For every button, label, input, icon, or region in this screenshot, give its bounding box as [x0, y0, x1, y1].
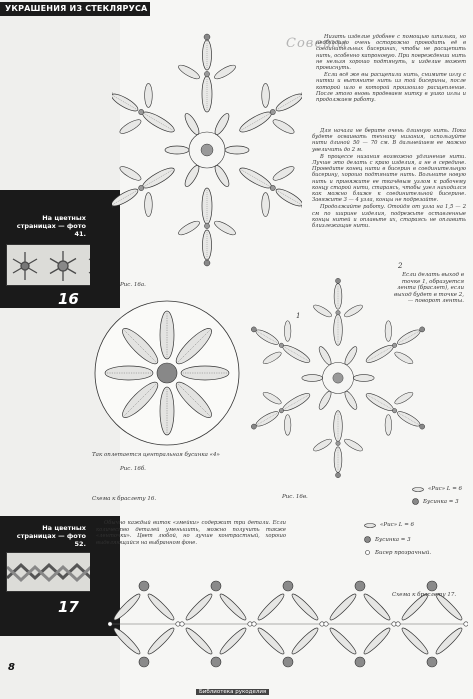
long-bead — [362, 626, 393, 657]
round-bead — [139, 657, 149, 667]
figure-16b-label: Рис. 16б. — [120, 466, 146, 472]
marker-1: 1 — [296, 312, 301, 320]
long-bead — [256, 626, 287, 657]
round-bead-icon — [364, 536, 371, 543]
tips-paragraph-5: Продолжайте работу. Отойдя от узла на 1,5 — 2 см по ширине изделия, подрежьте оставленные концы нитей и оплавьте их, стараясь не оплавить близлежащие нити. — [312, 204, 466, 230]
page-number: 8 — [8, 662, 15, 673]
long-bead — [290, 592, 321, 623]
long-bead — [400, 626, 431, 657]
scheme-17-caption: Схема к браслету 17. — [392, 592, 457, 598]
long-bead — [146, 626, 177, 657]
round-bead — [283, 581, 293, 591]
long-bead — [184, 592, 215, 623]
tips-paragraph-3: Для начала не берите очень длинную нить. Пока будете осваивать технику низания, используйте нити длиной 50 — 70 см. В дальнейшем ее можно увеличить до 2 м. — [312, 128, 466, 153]
long-bead — [112, 626, 143, 657]
bracelet17-text — [96, 520, 286, 547]
round-bead — [355, 657, 365, 667]
tips-text-top — [316, 34, 466, 104]
round-bead — [139, 581, 149, 591]
seed-bead — [108, 622, 112, 626]
seed-bead — [396, 622, 400, 626]
long-bead — [328, 592, 359, 623]
round-bead — [211, 657, 221, 667]
seed-bead-icon — [364, 549, 371, 556]
photo-number-16: 16 — [58, 290, 79, 308]
round-bead — [427, 581, 437, 591]
figure-16a-snowflake — [112, 20, 302, 290]
figure-16b-circle — [92, 298, 242, 448]
legend16-item-bead — [412, 498, 459, 505]
seed-bead — [180, 622, 184, 626]
figure-16v-label: Рис. 16в. — [282, 494, 308, 500]
legend17-label-seed: Бисер прозрачный. — [375, 549, 432, 556]
photo-number-17: 17 — [58, 598, 79, 616]
legend16-label-rice: «Рис» L = 6 — [428, 486, 463, 492]
round-bead — [427, 657, 437, 667]
round-bead — [283, 657, 293, 667]
tips-paragraph-1: Низать изделие удобнее с помощью шпильки, но необходимо очень осторожно проводить её в соединительных бисеринах, чтобы не расщепить нить, особенно капроновую. При повреждении нить не нельзя хорошо подтянуть, и изделие может провиснуть. — [316, 34, 466, 72]
seed-bead — [324, 622, 328, 626]
bracelet-17-scheme — [108, 572, 468, 677]
photo-caption-17: На цветных страницах — фото 52. — [16, 524, 86, 548]
legend17-item-rice — [364, 522, 414, 528]
section-header: УКРАШЕНИЯ ИЗ СТЕКЛЯРУСА — [0, 2, 150, 16]
tips-paragraph-2: Если всё же вы расщепили нить, снимите иглу с нитки и вытяните нить из той бисерины, после которой шло в которой произошло расщепление. После этого вновь продеваем нитку в ушко иглы и продолжаем работу. — [316, 72, 466, 104]
figure-16a-label: Рис. 16а. — [120, 282, 146, 288]
footer-text: Библиотека рукоделия — [196, 689, 269, 695]
long-bead — [328, 626, 359, 657]
marker-2: 2 — [398, 262, 403, 270]
legend17-label-bead: Бусинка = 3 — [375, 536, 411, 543]
long-bead — [218, 626, 249, 657]
round-bead-icon — [412, 498, 419, 505]
long-bead — [256, 592, 287, 623]
round-bead — [355, 581, 365, 591]
ribbon-note: Если делать выход в точке 1, образуется лента (браслет), если выход будет в точке 2, — поворот ленты. — [393, 272, 464, 305]
scheme-16-caption: Схема к браслету 16. — [92, 496, 157, 502]
long-bead — [184, 626, 215, 657]
legend17-item-bead — [364, 536, 411, 543]
tips-title: Советы — [286, 36, 348, 51]
legend17-item-seed — [364, 549, 431, 556]
legend16-item-rice — [412, 486, 462, 492]
tips-text-mid — [312, 128, 466, 230]
bracelet17-paragraph: Обычно каждый виток «змейки» содержит три детали. Если количество деталей уменьшить, можно получить также «ленточки». Цвет любой, но лучше контрастный, хорошо выделяющийся на выбранном фоне. — [96, 520, 286, 546]
long-bead — [434, 626, 465, 657]
long-bead-icon — [412, 487, 424, 492]
long-bead — [362, 592, 393, 623]
long-bead-icon — [364, 523, 376, 528]
long-bead — [290, 626, 321, 657]
legend17-label-rice: «Рис» L = 6 — [380, 522, 415, 528]
long-bead — [218, 592, 249, 623]
round-bead — [211, 581, 221, 591]
photo-caption-16: На цветных страницах — фото 41. — [16, 214, 86, 238]
long-bead — [146, 592, 177, 623]
seed-bead — [252, 622, 256, 626]
tips-paragraph-4: В процессе низания возможно удлинение нити. Лучше это делать с краю изделия, а не в середине. Проведите конец нити в бисерин в соединительную бисерину, хорошо подтяните нить. Вольните новую нить и привяжите ее ткачёвым узлом к рабочему концу старой нити, стараясь, чтобы узел находился как можно ближе к соединительной бисерине. Завяжите 3 — 4 узла, концы не подрезайте. — [312, 153, 466, 204]
seed-bead — [464, 622, 468, 626]
center-bead-caption: Так оплетается центральная бусинка «4» — [92, 452, 220, 458]
long-bead — [112, 592, 143, 623]
legend16-label-bead: Бусинка = 3 — [423, 498, 459, 505]
